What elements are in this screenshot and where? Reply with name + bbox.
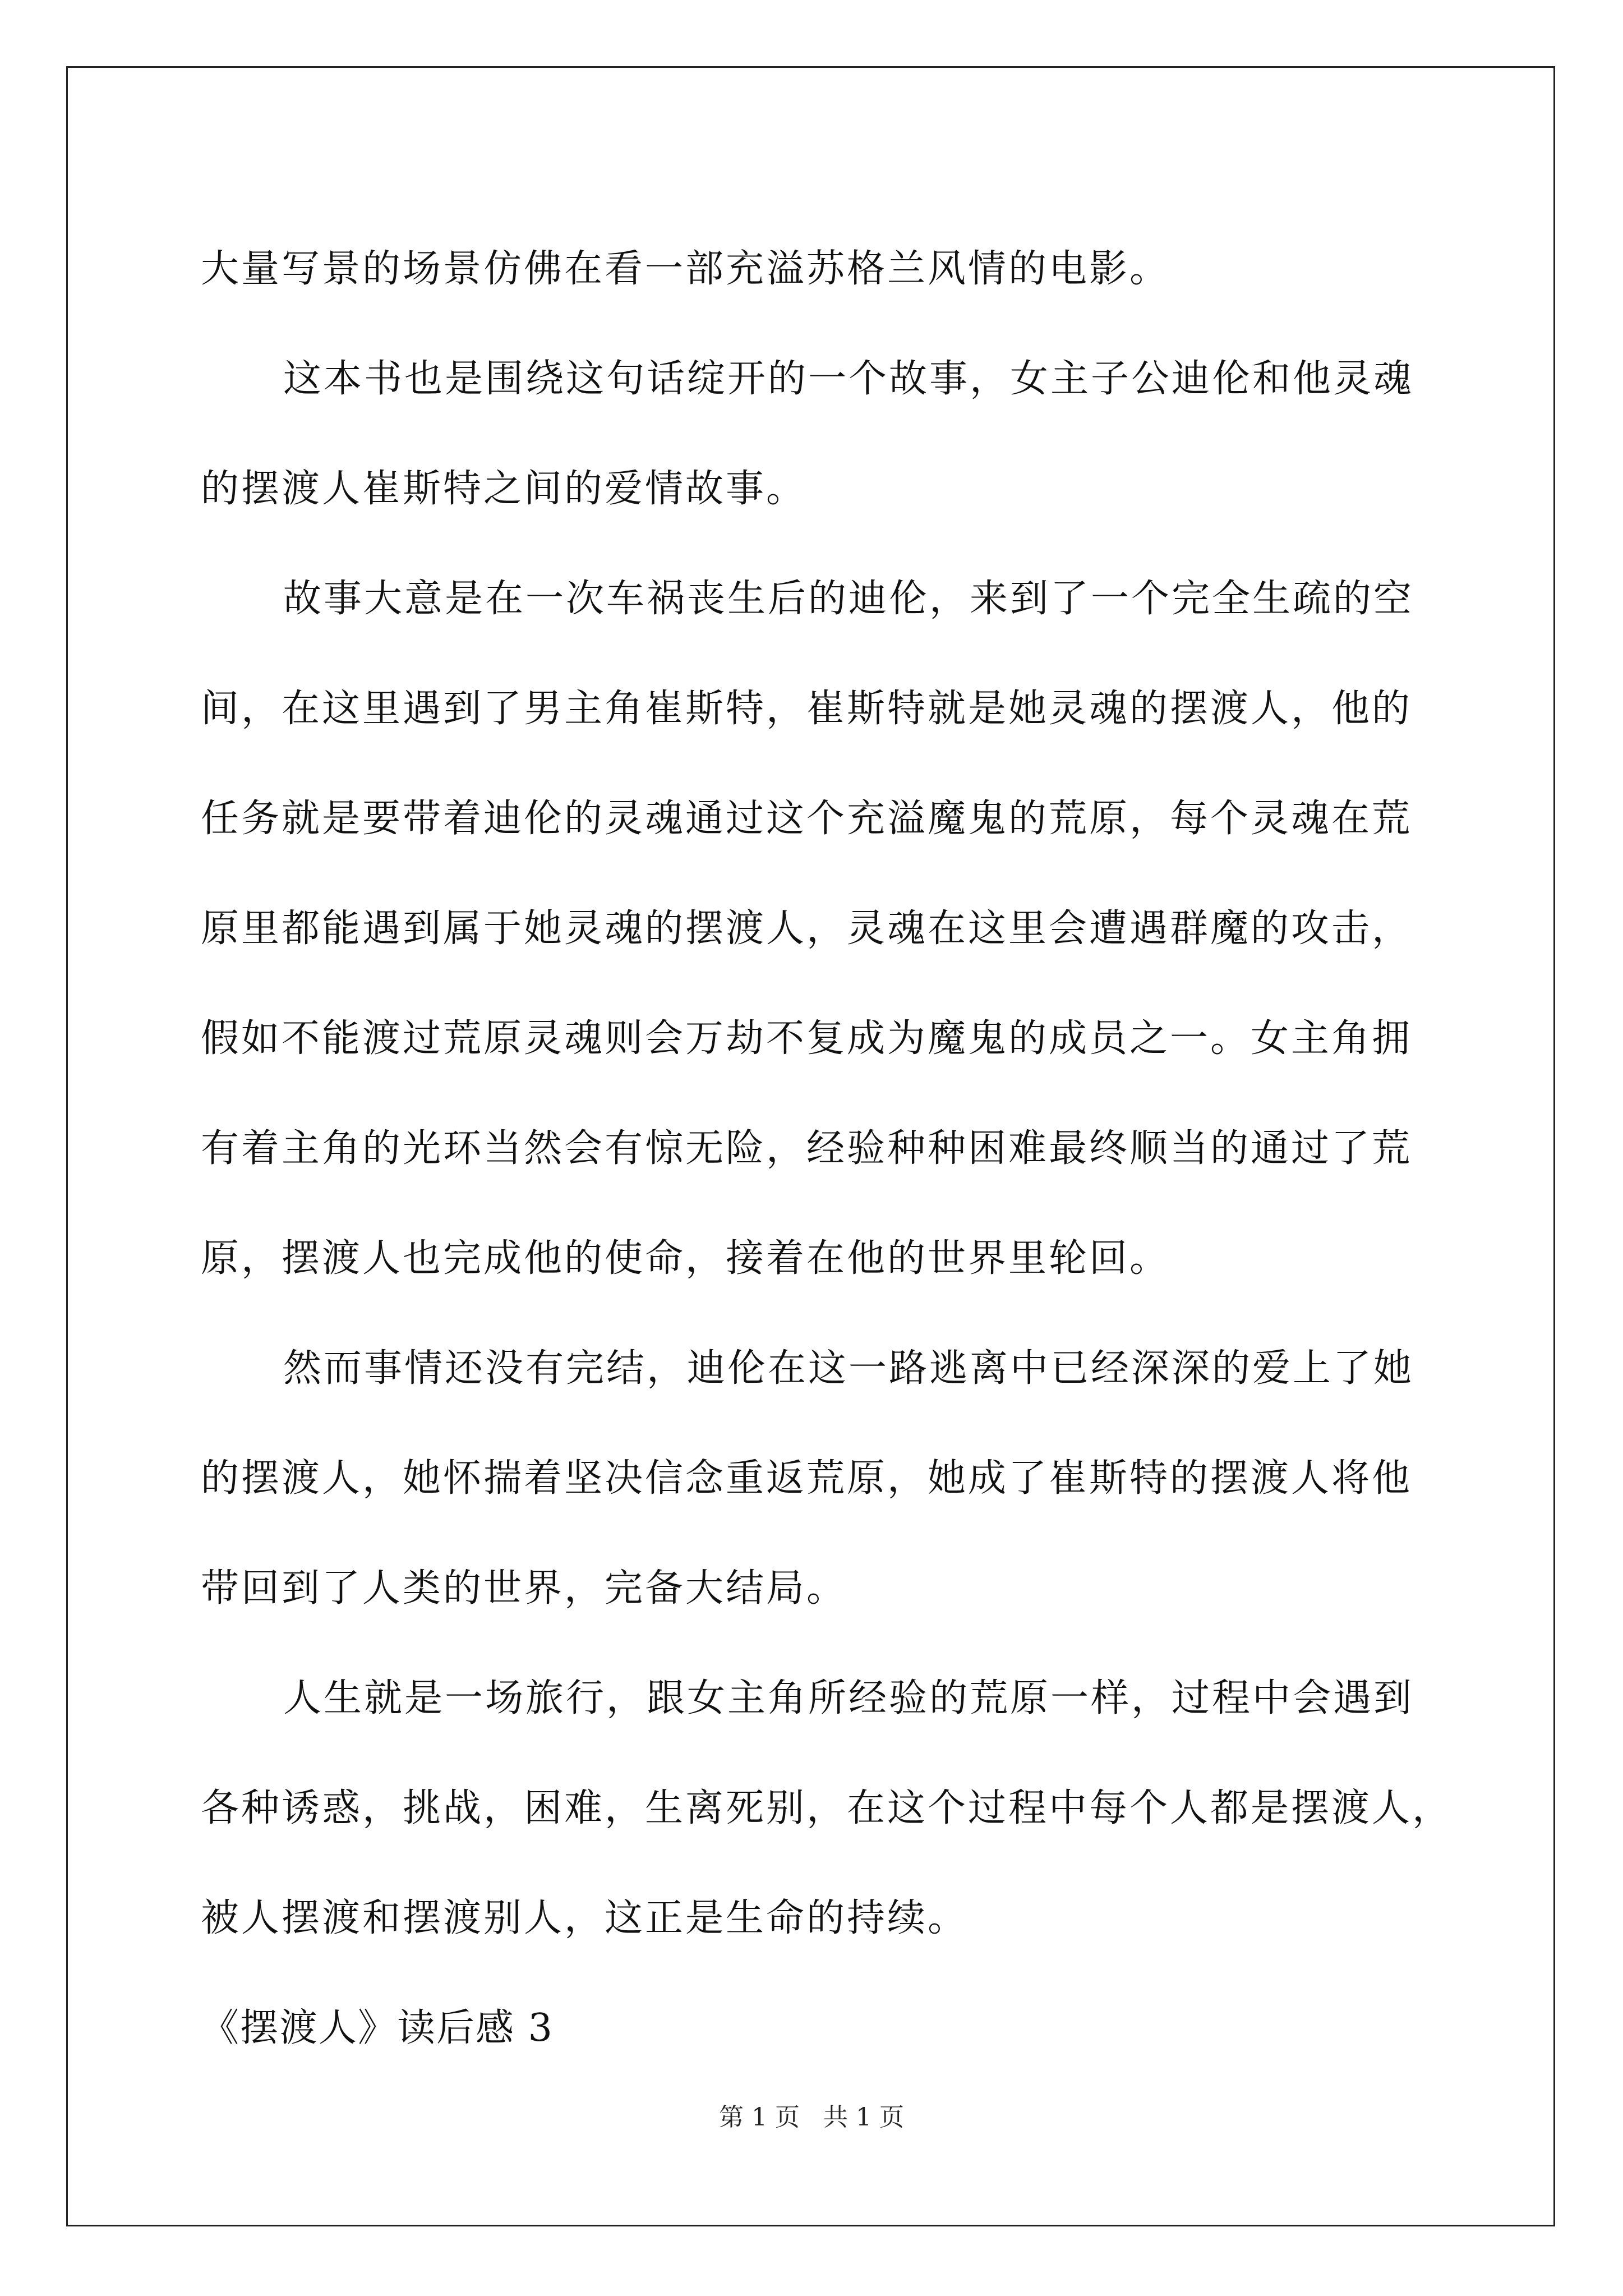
text-line: 原里都能遇到属于她灵魂的摆渡人，灵魂在这里会遭遇群魔的攻击， [201, 907, 1413, 951]
text-line: 故事大意是在一次车祸丧生后的迪伦，来到了一个完全生疏的空 [283, 577, 1414, 621]
paragraph-5 [201, 1644, 1453, 1973]
text-line: 各种诱惑，挑战，困难，生离死别，在这个过程中每个人都是摆渡人， [201, 1786, 1453, 1830]
text-line: 原，摆渡人也完成他的使命，接着在他的世界里轮回。 [201, 1236, 1170, 1281]
text-line: 带回到了人类的世界，完备大结局。 [201, 1566, 847, 1611]
text-line: 人生就是一场旅行，跟女主角所经验的荒原一样，过程中会遇到 [283, 1676, 1414, 1720]
text-line: 大量写景的场景仿佛在看一部充溢苏格兰风情的电影。 [201, 247, 1170, 291]
page-footer [0, 2101, 1623, 2134]
page-number: 第 1 页 [719, 2103, 800, 2132]
text-line: 然而事情还没有完结，迪伦在这一路逃离中已经深深的爱上了她 [283, 1346, 1414, 1391]
text-line: 假如不能渡过荒原灵魂则会万劫不复成为魔鬼的成员之一。女主角拥 [201, 1016, 1413, 1061]
paragraph-2 [201, 324, 1446, 544]
text-line: 这本书也是围绕这句话绽开的一个故事，女主子公迪伦和他灵魂 [283, 357, 1414, 401]
text-line: 间，在这里遇到了男主角崔斯特，崔斯特就是她灵魂的摆渡人，他的 [201, 687, 1413, 731]
paragraph-3 [201, 544, 1446, 1314]
text-line: 有着主角的光环当然会有惊无险，经验种种困难最终顺当的通过了荒 [201, 1126, 1413, 1171]
document-body [201, 214, 1453, 2083]
paragraph-4 [201, 1314, 1446, 1644]
page-total: 共 1 页 [823, 2103, 904, 2132]
text-line: 被人摆渡和摆渡别人，这正是生命的持续。 [201, 1896, 969, 1940]
text-line: 任务就是要带着迪伦的灵魂通过这个充溢魔鬼的荒原，每个灵魂在荒 [201, 797, 1413, 841]
text-line: 的摆渡人，她怀揣着坚决信念重返荒原，她成了崔斯特的摆渡人将他 [201, 1456, 1413, 1501]
text-line: 的摆渡人崔斯特之间的爱情故事。 [201, 467, 807, 511]
paragraph-1 [201, 214, 1446, 324]
section-heading: 《摆渡人》读后感 3 [201, 2006, 554, 2050]
